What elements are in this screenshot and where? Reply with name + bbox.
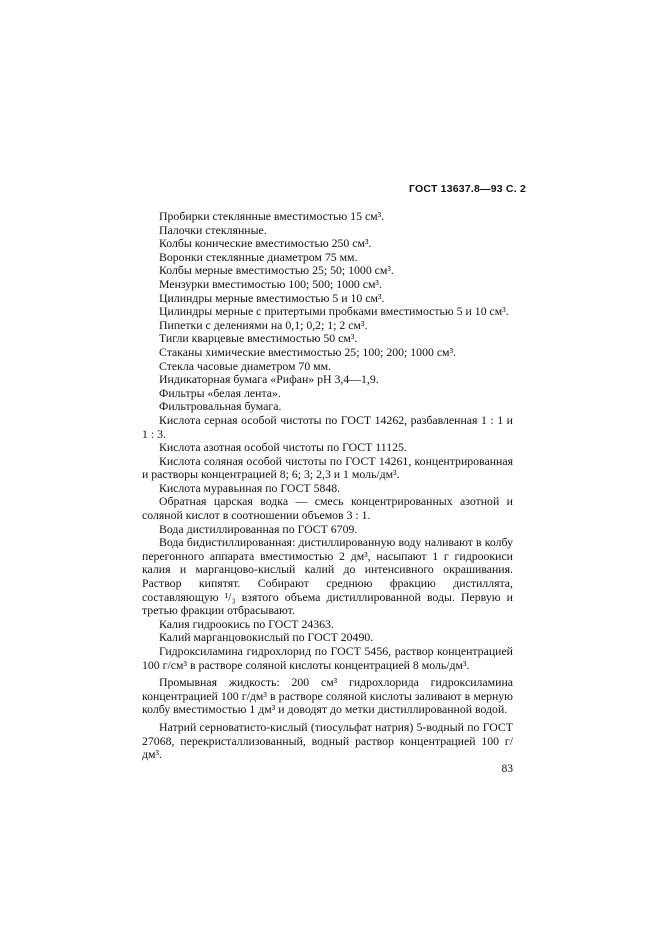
page-header: ГОСТ 13637.8—93 С. 2 [409, 183, 526, 195]
paragraph-10: Тигли кварцевые вместимостью 50 см³. [159, 331, 358, 346]
paragraph-22: Вода бидистиллированная: дистиллированную воду наливают в колбу перегонного аппарата вместимостью 2 дм³, насыпают 1 г гидроокиси калия и марганцово-кислый калий до интенсивного окрашивания. Раствор кипятят. Собирают среднюю фракцию дистиллята, составляющую ¹/₃ взятого объема дистиллированной воды. Первую и третью фракции отбрасывают. [142, 535, 513, 618]
paragraph-15: Фильтровальная бумага. [159, 399, 282, 414]
paragraph-26: Промывная жидкость: 200 см³ гидрохлорида гидроксиламина концентрацией 100 г/дм³ в растворе соляной кислоты заливают в мерную колбу вместимостью 1 дм³ и доводят до метки дистиллированной водой. [142, 675, 513, 717]
page-number: 83 [501, 763, 513, 775]
paragraph-25: Гидроксиламина гидрохлорид по ГОСТ 5456, раствор концентрацией 100 г/см³ в растворе соляной кислоты концентрацией 8 моль/дм³. [142, 644, 513, 672]
paragraph-13: Индикаторная бумага «Рифан» рН 3,4—1,9. [159, 372, 379, 387]
paragraph-16: Кислота серная особой чистоты по ГОСТ 14262, разбавленная 1 : 1 и 1 : 3. [142, 412, 513, 441]
paragraph-27: Натрий серноватисто-кислый (тиосульфат натрия) 5-водный по ГОСТ 27068, перекристаллизованный, водный раствор концентрацией 100 г/дм³. [142, 719, 513, 762]
paragraph-19: Кислота муравьиная по ГОСТ 5848. [159, 480, 341, 495]
paragraph-24: Калий марганцовокислый по ГОСТ 20490. [159, 630, 374, 645]
paragraph-3: Колбы конические вместимостью 250 см³. [159, 236, 372, 251]
paragraph-1: Пробирки стеклянные вместимостью 15 см³. [159, 209, 385, 223]
paragraph-4: Воронки стеклянные диаметром 75 мм. [159, 249, 358, 264]
paragraph-21: Вода дистиллированная по ГОСТ 6709. [159, 521, 358, 536]
paragraph-7: Цилиндры мерные вместимостью 5 и 10 см³. [159, 290, 385, 305]
paragraph-11: Стаканы химические вместимостью 25; 100; 200; 1000 см³. [159, 344, 457, 359]
paragraph-2: Палочки стеклянные. [159, 222, 267, 237]
paragraph-5: Колбы мерные вместимостью 25; 50; 1000 см³. [159, 263, 394, 278]
paragraph-20: Обратная царская водка — смесь концентрированных азотной и соляной кислот в соотношении объемов 3 : 1. [142, 494, 513, 523]
paragraph-17: Кислота азотная особой чистоты по ГОСТ 11125. [159, 440, 407, 455]
paragraph-8: Цилиндры мерные с притертыми пробками вместимостью 5 и 10 см³. [159, 304, 509, 319]
paragraph-9: Пипетки с делениями на 0,1; 0,2; 1; 2 см³. [159, 317, 368, 332]
document-body [142, 210, 513, 762]
paragraph-18: Кислота соляная особой чистоты по ГОСТ 14261, концентрированная и растворы концентрацией 8; 6; 3; 2,3 и 1 моль/дм³. [142, 453, 513, 482]
paragraph-6: Мензурки вместимостью 100; 500; 1000 см³. [159, 276, 382, 291]
paragraph-23: Калия гидроокись по ГОСТ 24363. [159, 616, 334, 631]
paragraph-12: Стекла часовые диаметром 70 мм. [159, 358, 332, 373]
paragraph-14: Фильтры «белая лента». [159, 385, 281, 400]
